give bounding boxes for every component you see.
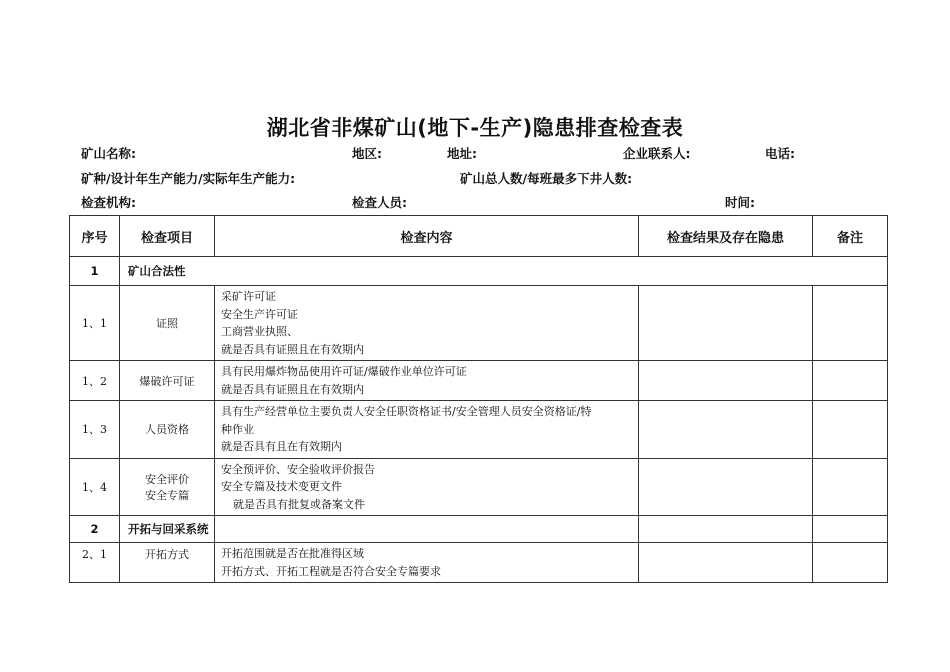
col-header-result: 检查结果及存在隐患: [639, 216, 813, 257]
section-number: 1: [70, 257, 120, 286]
document-title: 湖北省非煤矿山(地下-生产)隐患排查检查表: [266, 116, 684, 140]
check-content: 采矿许可证 安全生产许可证 工商营业执照、 就是否具有证照且在有效期内: [215, 286, 639, 361]
col-header-item: 检查项目: [120, 216, 215, 257]
time-label: 时间:: [725, 195, 755, 210]
result-cell[interactable]: [639, 543, 813, 583]
region-label: 地区:: [352, 146, 382, 161]
remark-cell[interactable]: [813, 361, 888, 401]
check-content: 具有生产经营单位主要负责人安全任职资格证书/安全管理人员安全资格证/特 种作业 就是否具有且在有效期内: [215, 401, 639, 459]
section-number: 2: [70, 516, 120, 543]
result-cell[interactable]: [639, 516, 813, 543]
remark-cell[interactable]: [813, 543, 888, 583]
inspection-table: [69, 215, 888, 583]
agency-label: 检查机构:: [81, 195, 136, 210]
check-item: 人员资格: [120, 401, 215, 459]
check-item: 证照: [120, 286, 215, 361]
section-row: [70, 257, 888, 286]
result-cell[interactable]: [639, 458, 813, 516]
section-title: 开拓与回采系统: [120, 516, 215, 543]
remark-cell[interactable]: [813, 286, 888, 361]
row-number: 1、1: [70, 286, 120, 361]
check-item: 开拓方式: [120, 543, 215, 583]
remark-cell[interactable]: [813, 401, 888, 459]
check-content: 安全预评价、安全验收评价报告 安全专篇及技术变更文件 就是否具有批复或备案文件: [215, 458, 639, 516]
table-row: [70, 361, 888, 401]
address-label: 地址:: [447, 146, 477, 161]
contact-label: 企业联系人:: [623, 146, 691, 161]
table-header-row: [70, 216, 888, 257]
mine-name-label: 矿山名称:: [81, 146, 136, 161]
phone-label: 电话:: [765, 146, 795, 161]
inspectors-label: 检查人员:: [352, 195, 407, 210]
mineral-capacity-label: 矿种/设计年生产能力/实际年生产能力:: [81, 171, 296, 186]
section-title: 矿山合法性: [120, 257, 888, 286]
col-header-remark: 备注: [813, 216, 888, 257]
remark-cell[interactable]: [813, 458, 888, 516]
row-number: 1、4: [70, 458, 120, 516]
check-content: 具有民用爆炸物品使用许可证/爆破作业单位许可证 就是否具有证照且在有效期内: [215, 361, 639, 401]
table-row: [70, 286, 888, 361]
table-row: [70, 401, 888, 459]
col-header-content: 检查内容: [215, 216, 639, 257]
empty-cell: [215, 516, 639, 543]
col-header-no: 序号: [70, 216, 120, 257]
check-content: 开拓范围就是否在批准得区域 开拓方式、开拓工程就是否符合安全专篇要求: [215, 543, 639, 583]
check-item: 安全评价 安全专篇: [120, 458, 215, 516]
section-row: [70, 516, 888, 543]
check-item: 爆破许可证: [120, 361, 215, 401]
remark-cell[interactable]: [813, 516, 888, 543]
result-cell[interactable]: [639, 401, 813, 459]
table-row: [70, 543, 888, 583]
result-cell[interactable]: [639, 361, 813, 401]
workers-label: 矿山总人数/每班最多下井人数:: [460, 171, 633, 186]
table-row: [70, 458, 888, 516]
row-number: 1、3: [70, 401, 120, 459]
result-cell[interactable]: [639, 286, 813, 361]
row-number: 2、1: [70, 543, 120, 583]
row-number: 1、2: [70, 361, 120, 401]
